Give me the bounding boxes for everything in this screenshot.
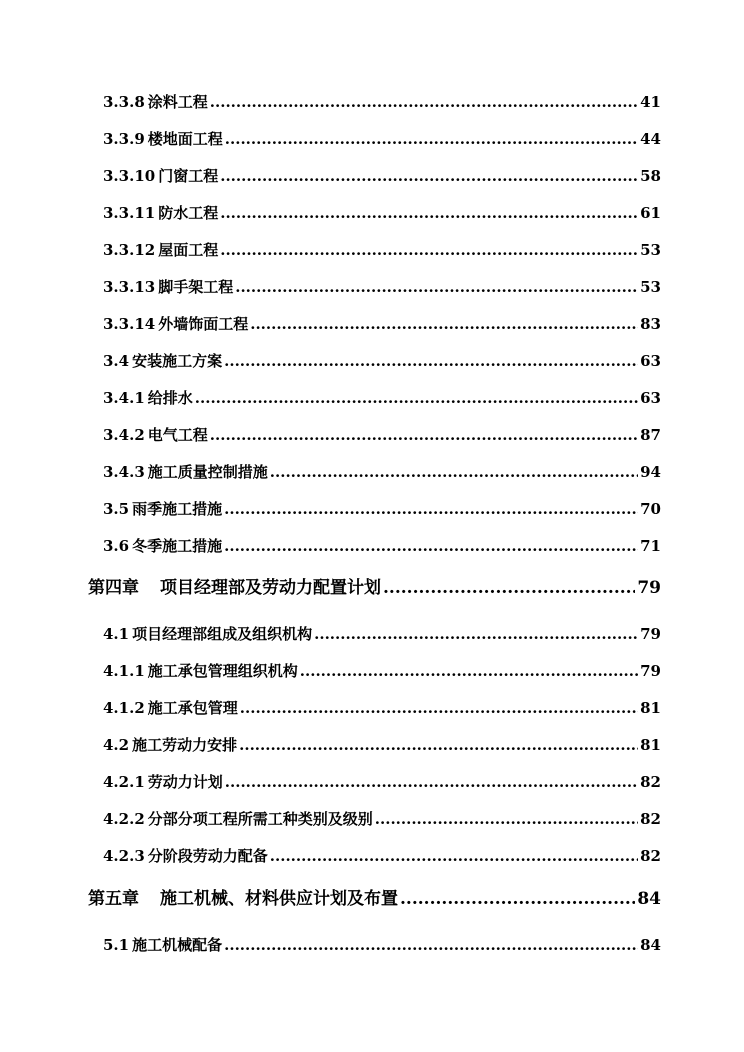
dot-leader	[224, 499, 638, 519]
dot-leader	[225, 129, 638, 149]
chapter-title: 施工机械、材料供应计划及布置	[160, 889, 398, 909]
entry-page: 84	[640, 936, 661, 954]
dot-leader	[195, 388, 638, 408]
toc-entry[interactable]	[103, 846, 661, 866]
dot-leader	[270, 846, 638, 866]
dot-leader	[240, 698, 638, 718]
toc-entry[interactable]	[103, 809, 661, 829]
chapter-title: 项目经理部及劳动力配置计划	[160, 578, 381, 598]
entry-number: 4.1	[103, 625, 130, 643]
entry-title: 施工质量控制措施	[147, 463, 268, 481]
toc-entry[interactable]	[103, 425, 661, 445]
toc-entry[interactable]	[103, 92, 661, 112]
dot-leader	[225, 772, 638, 792]
toc-entry[interactable]	[103, 351, 661, 371]
entry-number: 3.3.11	[103, 204, 156, 222]
dot-leader	[270, 462, 638, 482]
entry-page: 79	[640, 662, 661, 680]
entry-number: 3.3.14	[103, 315, 156, 333]
entry-number: 3.3.10	[103, 167, 156, 185]
entry-number: 4.2.1	[103, 773, 145, 791]
entry-title: 屋面工程	[158, 241, 219, 259]
toc-entry[interactable]	[103, 462, 661, 482]
entry-page: 70	[640, 500, 661, 518]
toc-entry[interactable]	[103, 624, 661, 644]
toc-entry[interactable]	[103, 277, 661, 297]
entry-number: 3.3.8	[103, 93, 145, 111]
entry-title: 脚手架工程	[158, 278, 234, 296]
entry-title: 分阶段劳动力配备	[147, 847, 268, 865]
entry-page: 94	[640, 463, 661, 481]
dot-leader	[224, 351, 638, 371]
dot-leader	[383, 578, 635, 598]
entry-page: 83	[640, 315, 661, 333]
entry-title: 涂料工程	[147, 93, 208, 111]
entry-title: 分部分项工程所需工种类别及级别	[147, 810, 373, 828]
entry-number: 5.1	[103, 936, 130, 954]
entry-title: 电气工程	[147, 426, 208, 444]
entry-page: 53	[640, 278, 661, 296]
dot-leader	[220, 240, 638, 260]
dot-leader	[239, 735, 638, 755]
toc-entry[interactable]	[103, 129, 661, 149]
dot-leader	[220, 203, 638, 223]
toc-chapter[interactable]	[88, 578, 661, 598]
entry-page: 87	[640, 426, 661, 444]
entry-page: 79	[640, 625, 661, 643]
toc-entry[interactable]	[103, 698, 661, 718]
entry-number: 3.4.3	[103, 463, 145, 481]
entry-number: 3.3.12	[103, 241, 156, 259]
dot-leader	[314, 624, 638, 644]
entry-title: 施工承包管理	[147, 699, 238, 717]
entry-title: 楼地面工程	[147, 130, 223, 148]
entry-number: 4.1.1	[103, 662, 145, 680]
dot-leader	[235, 277, 638, 297]
entry-number: 3.6	[103, 537, 130, 555]
entry-number: 4.1.2	[103, 699, 145, 717]
entry-title: 施工机械配备	[132, 936, 223, 954]
dot-leader	[210, 425, 638, 445]
entry-page: 61	[640, 204, 661, 222]
entry-page: 82	[640, 810, 661, 828]
toc-entry[interactable]	[103, 240, 661, 260]
entry-title: 门窗工程	[158, 167, 219, 185]
toc-entry[interactable]	[103, 661, 661, 681]
entry-page: 53	[640, 241, 661, 259]
entry-number: 3.4	[103, 352, 130, 370]
dot-leader	[300, 661, 638, 681]
entry-title: 施工承包管理组织机构	[147, 662, 298, 680]
dot-leader	[250, 314, 638, 334]
toc-entry[interactable]	[103, 735, 661, 755]
entry-title: 施工劳动力安排	[132, 736, 238, 754]
entry-title: 外墙饰面工程	[158, 315, 249, 333]
entry-page: 71	[640, 537, 661, 555]
dot-leader	[220, 166, 638, 186]
entry-page: 82	[640, 773, 661, 791]
dot-leader	[210, 92, 638, 112]
entry-page: 58	[640, 167, 661, 185]
entry-title: 防水工程	[158, 204, 219, 222]
entry-page: 81	[640, 736, 661, 754]
entry-title: 冬季施工措施	[132, 537, 223, 555]
toc-entry[interactable]	[103, 314, 661, 334]
dot-leader	[224, 935, 638, 955]
entry-title: 安装施工方案	[132, 352, 223, 370]
entry-page: 63	[640, 389, 661, 407]
dot-leader	[400, 889, 635, 909]
toc-entry[interactable]	[103, 166, 661, 186]
toc-entry[interactable]	[103, 935, 661, 955]
entry-page: 79	[637, 578, 661, 598]
entry-title: 项目经理部组成及组织机构	[132, 625, 313, 643]
toc-entry[interactable]	[103, 203, 661, 223]
toc-chapter[interactable]	[88, 889, 661, 909]
entry-number: 3.5	[103, 500, 130, 518]
entry-number: 3.4.1	[103, 389, 145, 407]
dot-leader	[375, 809, 638, 829]
entry-title: 劳动力计划	[147, 773, 223, 791]
entry-page: 84	[637, 889, 661, 909]
entry-number: 4.2	[103, 736, 130, 754]
toc-entry[interactable]	[103, 772, 661, 792]
entry-page: 63	[640, 352, 661, 370]
toc-entry[interactable]	[103, 388, 661, 408]
entry-page: 81	[640, 699, 661, 717]
entry-number: 3.3.9	[103, 130, 145, 148]
entry-number: 4.2.2	[103, 810, 145, 828]
entry-number: 4.2.3	[103, 847, 145, 865]
entry-title: 雨季施工措施	[132, 500, 223, 518]
entry-number: 3.3.13	[103, 278, 156, 296]
entry-page: 44	[640, 130, 661, 148]
dot-leader	[224, 536, 638, 556]
entry-page: 82	[640, 847, 661, 865]
chapter-number: 第五章	[88, 889, 139, 909]
chapter-number: 第四章	[88, 578, 139, 598]
entry-title: 给排水	[147, 389, 193, 407]
entry-page: 41	[640, 93, 661, 111]
toc-entry[interactable]	[103, 536, 661, 556]
entry-number: 3.4.2	[103, 426, 145, 444]
toc-entry[interactable]	[103, 499, 661, 519]
